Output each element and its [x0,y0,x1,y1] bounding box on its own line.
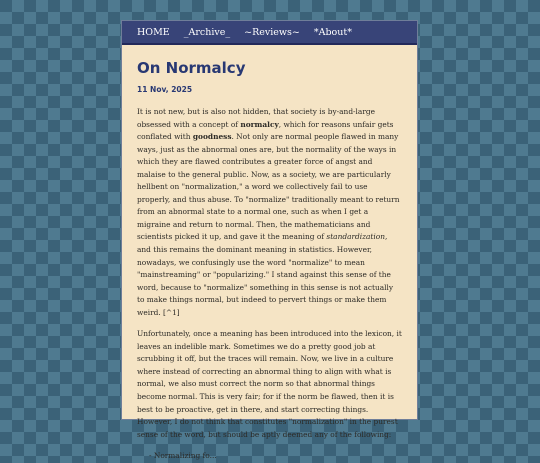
article-paragraph-1 [137,106,402,319]
italic-term-standardization: standardization [326,232,385,242]
nav-archive-link[interactable]: _Archive_ [183,26,231,38]
bold-term-goodness: goodness [192,132,232,142]
paragraph-text: , which for reasons unfair gets conflated with [137,119,394,142]
nav-reviews-link[interactable]: ~Reviews~ [244,26,300,38]
article-title: On Normalcy [137,59,246,77]
paragraph-text: , and this remains the dominant meaning in statistics. However, nowadays, we confusingly use the word "normalize" to mean "mainstreaming" or "popularizing." I stand against this sense of the word, because to "normalize" something in this sense is not actually to make things normal, but indeed to pervert things or make them weird. [^1] [137,232,394,317]
bold-term-normalcy: normalcy [240,119,279,129]
paragraph-text: It is not new, but is also not hidden, that society is by-and-large obsessed with a concept of [137,107,375,129]
article-paragraph-2: Unfortunately, once a meaning has been introduced into the lexicon, it leaves an indelible mark. Sometimes we do a pretty good job at scrubbing it off, but the traces will remain. Now, we live in a culture where instead of correcting an abnormal thing to align with what is normal, we also must correct the norm so that abnormal things become normal. This is very fair; for if the norm be flawed, then it is best to be proactive, get in there, and start correcting things. However, I do not think that constitutes "normalization" in the purest sense of the word, but should be aptly deemed any of the following: [137,329,402,439]
article-date: 11 Nov, 2025 [137,85,193,94]
article-content [122,59,417,463]
list-item: - Normalizing fo... [149,451,217,461]
nav-about-link[interactable]: *About* [313,26,352,38]
paragraph-text: . Not only are normal people flawed in many ways, just as the abnormal ones are, but the normality of the ways in which they are flawed contributes a greater force of angst and malaise to the general public. Now, as a society, we are particularly hellbent on "normalization," a word we collectively fail to use properly, and thus abuse. To "normalize" traditionally meant to return from an abnormal state to a normal one, such as when I get a migraine and return to normal. Then, the mathematicians and scientists picked it up, and gave it the meaning of [137,132,400,242]
nav-home-link[interactable]: HOME [137,26,170,38]
top-nav [122,21,417,45]
page-card [121,20,418,461]
